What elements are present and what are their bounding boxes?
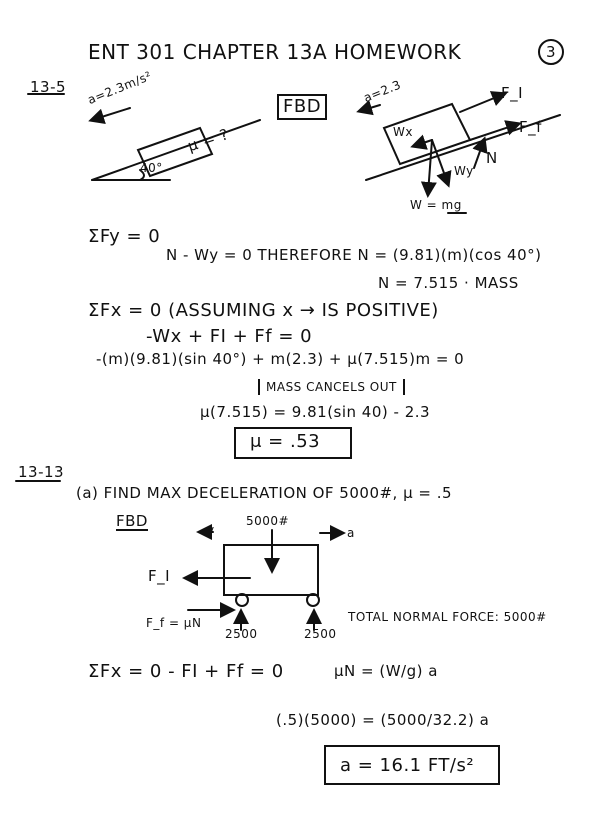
problem-number-13-13: 13-13 xyxy=(18,463,65,481)
force-wy-label: Wy xyxy=(454,164,474,178)
friction-newton-equation: μN = (W/g) a xyxy=(334,662,438,680)
friction-unknown-label: μ = ? xyxy=(185,125,231,156)
accel-label: a xyxy=(347,526,355,540)
force-n-label: N xyxy=(486,149,498,167)
normal-force-note: TOTAL NORMAL FORCE: 5000# xyxy=(348,610,547,624)
page-title: ENT 301 CHAPTER 13A HOMEWORK xyxy=(88,40,462,64)
fbd-accel-label: a=2.3 xyxy=(361,77,404,106)
sum-fy-equation: ΣFy = 0 xyxy=(88,226,161,247)
deceleration-answer: a = 16.1 FT/s² xyxy=(324,745,500,785)
mu-answer: μ = .53 xyxy=(234,427,352,459)
normal-force-equation: N - Wy = 0 THEREFORE N = (9.81)(m)(cos 40°) xyxy=(166,246,542,264)
numeric-substitution: (.5)(5000) = (5000/32.2) a xyxy=(276,711,490,729)
incline-angle-label: 40° xyxy=(140,161,163,175)
right-reaction-label: 2500 xyxy=(304,627,337,641)
expanded-equation: -(m)(9.81)(sin 40°) + m(2.3) + μ(7.515)m = 0 xyxy=(96,350,465,368)
car-fbd-label: FBD xyxy=(116,512,148,530)
car-sum-fx-equation: ΣFx = 0 - FI + Ff = 0 xyxy=(88,661,284,682)
mass-cancels-note: MASS CANCELS OUT xyxy=(258,379,405,395)
car-weight-label: 5000# xyxy=(246,514,290,528)
wy-arrow xyxy=(432,140,448,184)
problem-number-13-5: 13-5 xyxy=(30,78,67,96)
friction-force-label: F_f = μN xyxy=(146,616,202,630)
weight-arrow xyxy=(428,140,432,194)
weight-label: W = mg xyxy=(410,198,462,212)
fbd-label: FBD xyxy=(277,94,327,120)
block-accel-arrow xyxy=(92,108,130,120)
force-fi-arrow xyxy=(460,94,504,112)
sliding-block xyxy=(138,128,212,176)
force-balance-equation: -Wx + FI + Ff = 0 xyxy=(146,326,313,347)
fbd-accel-arrow xyxy=(360,105,380,111)
wx-arrow xyxy=(414,140,432,146)
page-number: 3 xyxy=(545,43,557,61)
fbd-block xyxy=(384,104,470,164)
normal-force-result: N = 7.515 · MASS xyxy=(378,274,519,292)
force-wx-label: Wx xyxy=(393,125,413,139)
force-fi-label: F_I xyxy=(501,84,524,102)
sum-fx-equation: ΣFx = 0 (ASSUMING x → IS POSITIVE) xyxy=(88,300,439,321)
velocity-label: v xyxy=(207,523,215,537)
incline-angle-arc xyxy=(140,170,144,180)
inertia-force-label: F_I xyxy=(148,567,171,585)
incline-surface xyxy=(92,120,260,180)
mu-equation: μ(7.515) = 9.81(sin 40) - 2.3 xyxy=(200,403,431,421)
page-number-circle xyxy=(539,40,563,64)
left-reaction-label: 2500 xyxy=(225,627,258,641)
problem-statement: (a) FIND MAX DECELERATION OF 5000#, μ = .5 xyxy=(76,484,453,502)
force-ff-label: F_f xyxy=(519,118,542,136)
incline-accel-label: a=2.3m/s² xyxy=(85,68,154,108)
